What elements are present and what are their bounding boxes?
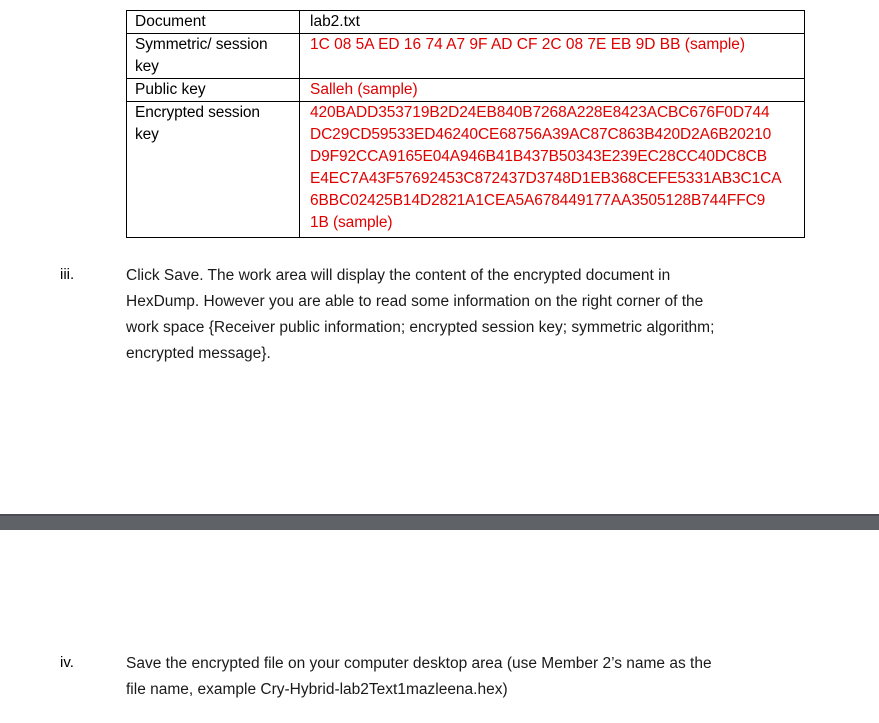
step-line: HexDump. However you are able to read some information on the right corner of the <box>126 293 704 310</box>
value-document: lab2.txt <box>300 11 805 34</box>
label-symmetric-key <box>127 34 300 79</box>
table-row-encrypted-session-key <box>127 102 805 238</box>
label-line: key <box>135 126 159 143</box>
value-symmetric-key: 1C 08 5A ED 16 74 A7 9F AD CF 2C 08 7E EB 9D BB (sample) <box>300 34 805 79</box>
label-document: Document <box>127 11 300 34</box>
lab-info-table <box>126 10 805 238</box>
table-row-public-key <box>127 79 805 102</box>
label-public-key: Public key <box>127 79 300 102</box>
label-line: Encrypted session <box>135 104 260 121</box>
hex-line: 420BADD353719B2D24EB840B7268A228E8423ACBC676F0D744 <box>310 104 770 121</box>
page-break-edge <box>0 514 879 516</box>
step-number: iii. <box>60 266 75 283</box>
hex-line: E4EC7A43F57692453C872437D3748D1EB368CEFE5331AB3C1CA <box>310 170 782 187</box>
page-break-divider <box>0 514 879 530</box>
step-number: iv. <box>60 654 74 671</box>
step-line: encrypted message}. <box>126 345 271 362</box>
table-row-symmetric-key <box>127 34 805 79</box>
table-row-document <box>127 11 805 34</box>
label-line: key <box>135 58 159 75</box>
hex-line: DC29CD59533ED46240CE68756A39AC87C863B420D2A6B20210 <box>310 126 772 143</box>
hex-line: 1B (sample) <box>310 214 393 231</box>
step-iv-text <box>126 651 806 703</box>
value-public-key: Salleh (sample) <box>300 79 805 102</box>
step-iii-text <box>126 263 806 367</box>
hex-line: 6BBC02425B14D2821A1CEA5A678449177AA3505128B744FFC9 <box>310 192 766 209</box>
label-line: Symmetric/ session <box>135 36 268 53</box>
value-encrypted-session-key <box>300 102 805 238</box>
step-line: work space {Receiver public information; encrypted session key; symmetric algorithm; <box>126 319 715 336</box>
step-line: Click Save. The work area will display the content of the encrypted document in <box>126 267 671 284</box>
step-line: file name, example Cry-Hybrid-lab2Text1mazleena.hex) <box>126 681 508 698</box>
step-line: Save the encrypted file on your computer desktop area (use Member 2’s name as the <box>126 655 712 672</box>
label-encrypted-session-key <box>127 102 300 238</box>
hex-line: D9F92CCA9165E04A946B41B437B50343E239EC28CC40DC8CB <box>310 148 767 165</box>
